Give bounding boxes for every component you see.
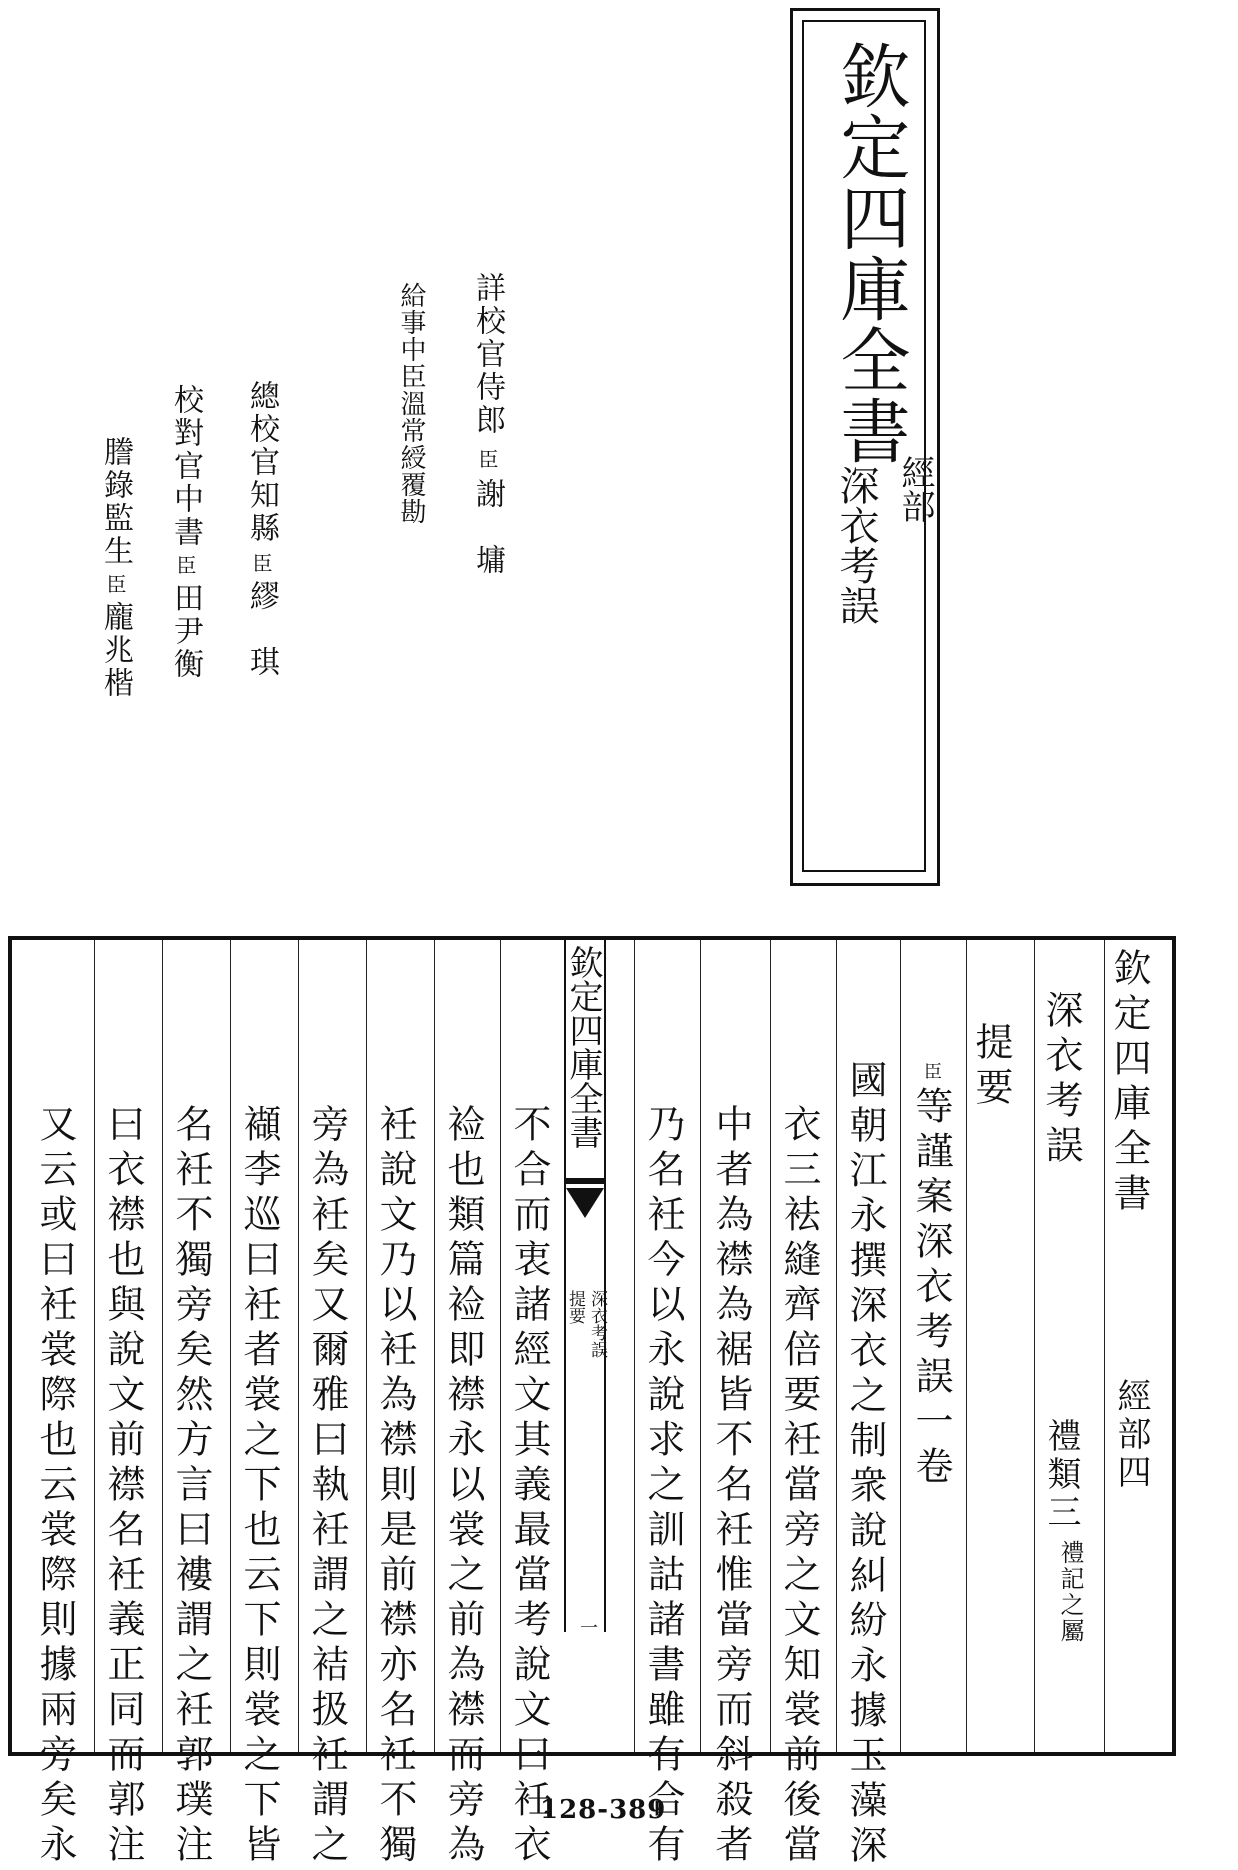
- text-column-6: 不合而衷諸經文其義最當考說文曰衽衣: [507, 1104, 551, 1869]
- text-column-1-subject: 臣: [921, 1062, 942, 1080]
- credit-copyist: [98, 436, 133, 700]
- spine-section: 提要: [565, 1290, 585, 1324]
- credit-proofreader-title: 詳校官侍郎: [470, 272, 505, 437]
- text-column-2: 國朝江永撰深衣之制衆說糾紛永據玉藻深: [843, 1060, 887, 1870]
- section-heading: 提要: [969, 1022, 1013, 1112]
- spine-page: 一: [577, 1618, 598, 1636]
- column-rule: [700, 940, 701, 1752]
- credit-copyist-subject: 臣: [103, 574, 127, 597]
- column-rule: [1034, 940, 1035, 1752]
- page-number: 128-389: [540, 1795, 667, 1825]
- column-rule: [298, 940, 299, 1752]
- column-rule: [1104, 940, 1105, 1752]
- book-title: 深衣考誤: [1039, 990, 1083, 1170]
- plate-section: 經部: [895, 455, 935, 523]
- text-column-3: 衣三袪縫齊倍要衽當旁之文知裳前後當: [777, 1104, 821, 1869]
- spine-fish-tail-icon: [566, 1188, 604, 1218]
- credit-proofreader: [470, 272, 505, 577]
- text-column-8: 衽說文乃以衽為襟則是前襟亦名衽不獨: [373, 1104, 417, 1869]
- column-rule: [434, 940, 435, 1752]
- text-column-1: [909, 1062, 953, 1491]
- credit-proofreader-name: 謝 墉: [470, 478, 505, 577]
- text-column-5: 乃名衽今以永說求之訓詁諸書雖有合有: [641, 1104, 685, 1869]
- column-rule: [162, 940, 163, 1752]
- page-header-section: 經部四: [1111, 1378, 1151, 1492]
- spine-title: 欽定四庫全書: [563, 945, 603, 1149]
- credit-copyist-title: 謄錄監生: [98, 436, 133, 568]
- credit-collator: [168, 384, 203, 681]
- credit-chief-collator: [244, 380, 279, 679]
- column-rule: [836, 940, 837, 1752]
- text-column-10: 襭李巡曰衽者裳之下也云下則裳之下皆: [237, 1104, 281, 1869]
- text-column-12: 曰衣襟也與說文前襟名衽義正同而郭注: [101, 1104, 145, 1869]
- credit-proofreader-subject: 臣: [475, 449, 499, 472]
- category: 禮類三: [1041, 1418, 1081, 1532]
- credit-chief-collator-name: 繆 琪: [244, 580, 279, 679]
- plate-subtitle: 深衣考誤: [833, 465, 879, 625]
- credit-collator-subject: 臣: [173, 555, 197, 578]
- plate-title: 欽定四庫全書: [829, 40, 911, 466]
- text-column-4: 中者為襟為裾皆不名衽惟當旁而斜殺者: [709, 1104, 753, 1869]
- text-column-1-body: 等謹案深衣考誤一卷: [909, 1086, 953, 1491]
- credit-collator-title: 校對官中書: [168, 384, 203, 549]
- credit-chief-collator-subject: 臣: [249, 553, 273, 576]
- column-rule: [94, 940, 95, 1752]
- column-rule: [500, 940, 501, 1752]
- column-rule: [966, 940, 967, 1752]
- text-column-7: 裣也類篇裣即襟永以裳之前為襟而旁為: [441, 1104, 485, 1869]
- text-column-13: 又云或曰衽裳際也云裳際則據兩旁矣永: [33, 1104, 77, 1869]
- spine-fish-tail-bar: [566, 1178, 604, 1184]
- column-rule: [230, 940, 231, 1752]
- credit-supervisor: 給事中臣溫常綬覆勘: [396, 282, 426, 525]
- page-header-title: 欽定四庫全書: [1107, 948, 1151, 1218]
- text-column-11: 名衽不獨旁矣然方言曰褸謂之衽郭璞注: [169, 1104, 213, 1869]
- column-rule: [634, 940, 635, 1752]
- column-rule: [366, 940, 367, 1752]
- credit-chief-collator-title: 總校官知縣: [244, 380, 279, 545]
- column-rule: [900, 940, 901, 1752]
- spine-book: 深衣考誤: [587, 1290, 607, 1358]
- column-rule: [770, 940, 771, 1752]
- text-column-9: 旁為衽矣又爾雅曰執衽謂之袺扱衽謂之: [305, 1104, 349, 1869]
- subcategory: 禮記之屬: [1056, 1540, 1084, 1644]
- credit-collator-name: 田尹衡: [168, 582, 203, 681]
- credit-copyist-name: 龐兆楷: [98, 601, 133, 700]
